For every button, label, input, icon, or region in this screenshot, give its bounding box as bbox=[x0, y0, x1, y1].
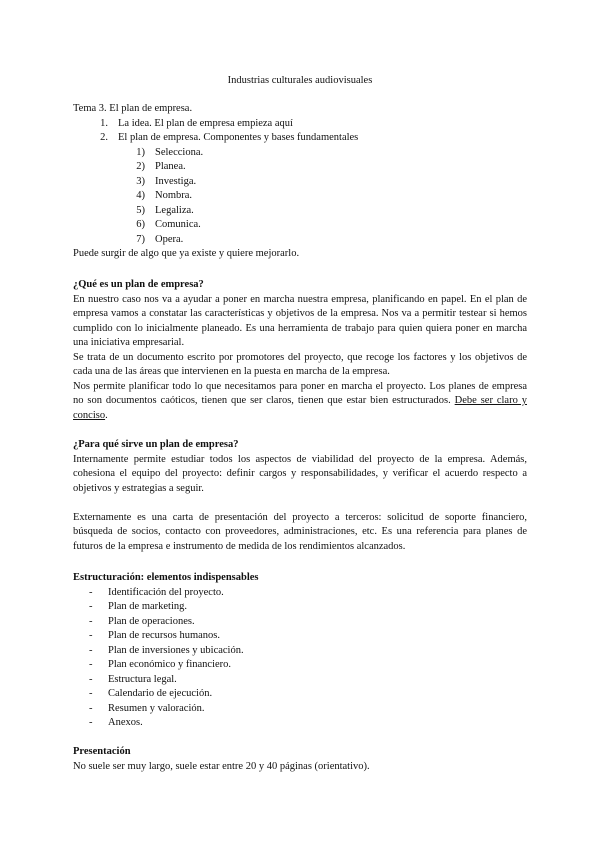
dash-bullet: - bbox=[89, 659, 93, 670]
dash-bullet: - bbox=[89, 586, 93, 598]
list-item bbox=[89, 629, 527, 644]
list-text: Plan de operaciones. bbox=[108, 615, 195, 627]
paragraph: Se trata de un documento escrito por promotores del proyecto, que recoge los factores y los objetivos de cada una de las áreas que intervienen en la puesta en marcha de la empresa. bbox=[73, 351, 527, 377]
paragraph: Externamente es una carta de presentación del proyecto a terceros: solicitud de soporte financiero, búsqueda de socios, contacto con proveedores, administraciones, etc. Es una referencia para planes de futuros de la empresa e instrumento de medida de los rendimientos alcanzados. bbox=[73, 511, 527, 552]
step-text: Nombra. bbox=[155, 190, 193, 201]
paragraph: Internamente permite estudiar todos los aspectos de viabilidad del proyecto de la empresa. Además, cohesiona el equipo del proyecto: definir cargos y responsabilidades, y verificar el acuerdo respecto a objetivos y estrategias a seguir. bbox=[73, 453, 527, 494]
step-item bbox=[128, 204, 527, 219]
paragraph: En nuestro caso nos va a ayudar a poner en marcha nuestra empresa, planificando en papel. En el plan de empresa vamos a constatar las características y objetivos de la empresa. Nos va a permitir testear si hemos cumplido con lo inicialmente planeado. Es una herramienta de trabajo para quien quiera poner en marcha una iniciativa empresarial. bbox=[73, 293, 527, 348]
list-text: Plan de marketing. bbox=[108, 601, 188, 612]
steps-list bbox=[128, 146, 527, 248]
section-heading: Presentación bbox=[73, 746, 131, 757]
list-text: Plan de recursos humanos. bbox=[108, 630, 220, 641]
step-item bbox=[128, 175, 527, 190]
list-item bbox=[91, 131, 527, 146]
step-text: Selecciona. bbox=[155, 146, 204, 158]
list-text: Estructura legal. bbox=[108, 673, 177, 685]
dash-bullet: - bbox=[89, 615, 93, 627]
list-item bbox=[89, 716, 527, 731]
step-number: 4) bbox=[136, 190, 145, 201]
dash-bullet: - bbox=[89, 702, 93, 714]
step-item bbox=[128, 160, 527, 175]
step-number: 5) bbox=[136, 204, 145, 216]
step-number: 7) bbox=[136, 233, 145, 245]
paragraph bbox=[73, 380, 527, 424]
step-text: Planea. bbox=[155, 161, 186, 172]
estructuracion-section bbox=[73, 571, 527, 731]
elements-list bbox=[73, 586, 527, 731]
section-heading: ¿Para qué sirve un plan de empresa? bbox=[73, 439, 239, 450]
paragraph: No suele ser muy largo, suele estar entre 20 y 40 páginas (orientativo). bbox=[73, 760, 370, 772]
list-text: El plan de empresa. Componentes y bases fundamentales bbox=[118, 132, 359, 143]
list-item bbox=[91, 117, 527, 132]
dash-bullet: - bbox=[89, 673, 93, 685]
list-text: Calendario de ejecución. bbox=[108, 688, 213, 699]
list-item bbox=[89, 673, 527, 688]
dash-bullet: - bbox=[89, 601, 93, 612]
list-number: 2. bbox=[100, 132, 108, 143]
step-item bbox=[128, 233, 527, 248]
list-text: Identificación del proyecto. bbox=[108, 586, 224, 598]
step-item bbox=[128, 146, 527, 161]
list-item bbox=[89, 658, 527, 673]
section-heading: Estructuración: elementos indispensables bbox=[73, 572, 259, 583]
list-text: Resumen y valoración. bbox=[108, 702, 205, 714]
list-text: Plan económico y financiero. bbox=[108, 659, 232, 670]
list-item bbox=[89, 644, 527, 659]
list-item bbox=[89, 702, 527, 717]
section-heading: ¿Qué es un plan de empresa? bbox=[73, 279, 204, 290]
dash-bullet: - bbox=[89, 717, 93, 728]
para-que-section bbox=[73, 438, 527, 554]
list-text: Anexos. bbox=[108, 717, 143, 728]
step-number: 3) bbox=[136, 175, 145, 187]
list-text: Plan de inversiones y ubicación. bbox=[108, 644, 244, 656]
dash-bullet: - bbox=[89, 644, 93, 656]
list-item bbox=[89, 615, 527, 630]
step-text: Legaliza. bbox=[155, 204, 194, 216]
que-es-section bbox=[73, 278, 527, 423]
underlined-text: Debe ser claro y conciso bbox=[73, 395, 527, 421]
step-number: 2) bbox=[136, 161, 145, 172]
dash-bullet: - bbox=[89, 630, 93, 641]
list-item bbox=[89, 586, 527, 601]
list-number: 1. bbox=[100, 117, 108, 129]
step-text: Investiga. bbox=[155, 175, 197, 187]
step-text: Comunica. bbox=[155, 219, 201, 230]
tema-note: Puede surgir de algo que ya existe y quiere mejorarlo. bbox=[73, 248, 300, 259]
paragraph-text: Nos permite planificar todo lo que necesitamos para poner en marcha el proyecto. Los planes de empresa no son documentos caóticos, tienen que ser claros, tienen que estar bien estructurados. bbox=[73, 380, 527, 406]
step-number: 6) bbox=[136, 219, 145, 230]
step-number: 1) bbox=[136, 146, 145, 158]
paragraph-end: . bbox=[105, 409, 108, 421]
tema-title: Tema 3. El plan de empresa. bbox=[73, 103, 193, 114]
tema-section bbox=[73, 102, 527, 262]
presentacion-section bbox=[73, 745, 527, 774]
dash-bullet: - bbox=[89, 688, 93, 699]
step-text: Opera. bbox=[155, 233, 184, 245]
list-item bbox=[89, 687, 527, 702]
list-text: La idea. El plan de empresa empieza aquí bbox=[118, 117, 293, 129]
step-item bbox=[128, 218, 527, 233]
list-item bbox=[89, 600, 527, 615]
step-item bbox=[128, 189, 527, 204]
tema-list bbox=[91, 117, 527, 146]
document-title: Industrias culturales audiovisuales bbox=[227, 75, 373, 86]
